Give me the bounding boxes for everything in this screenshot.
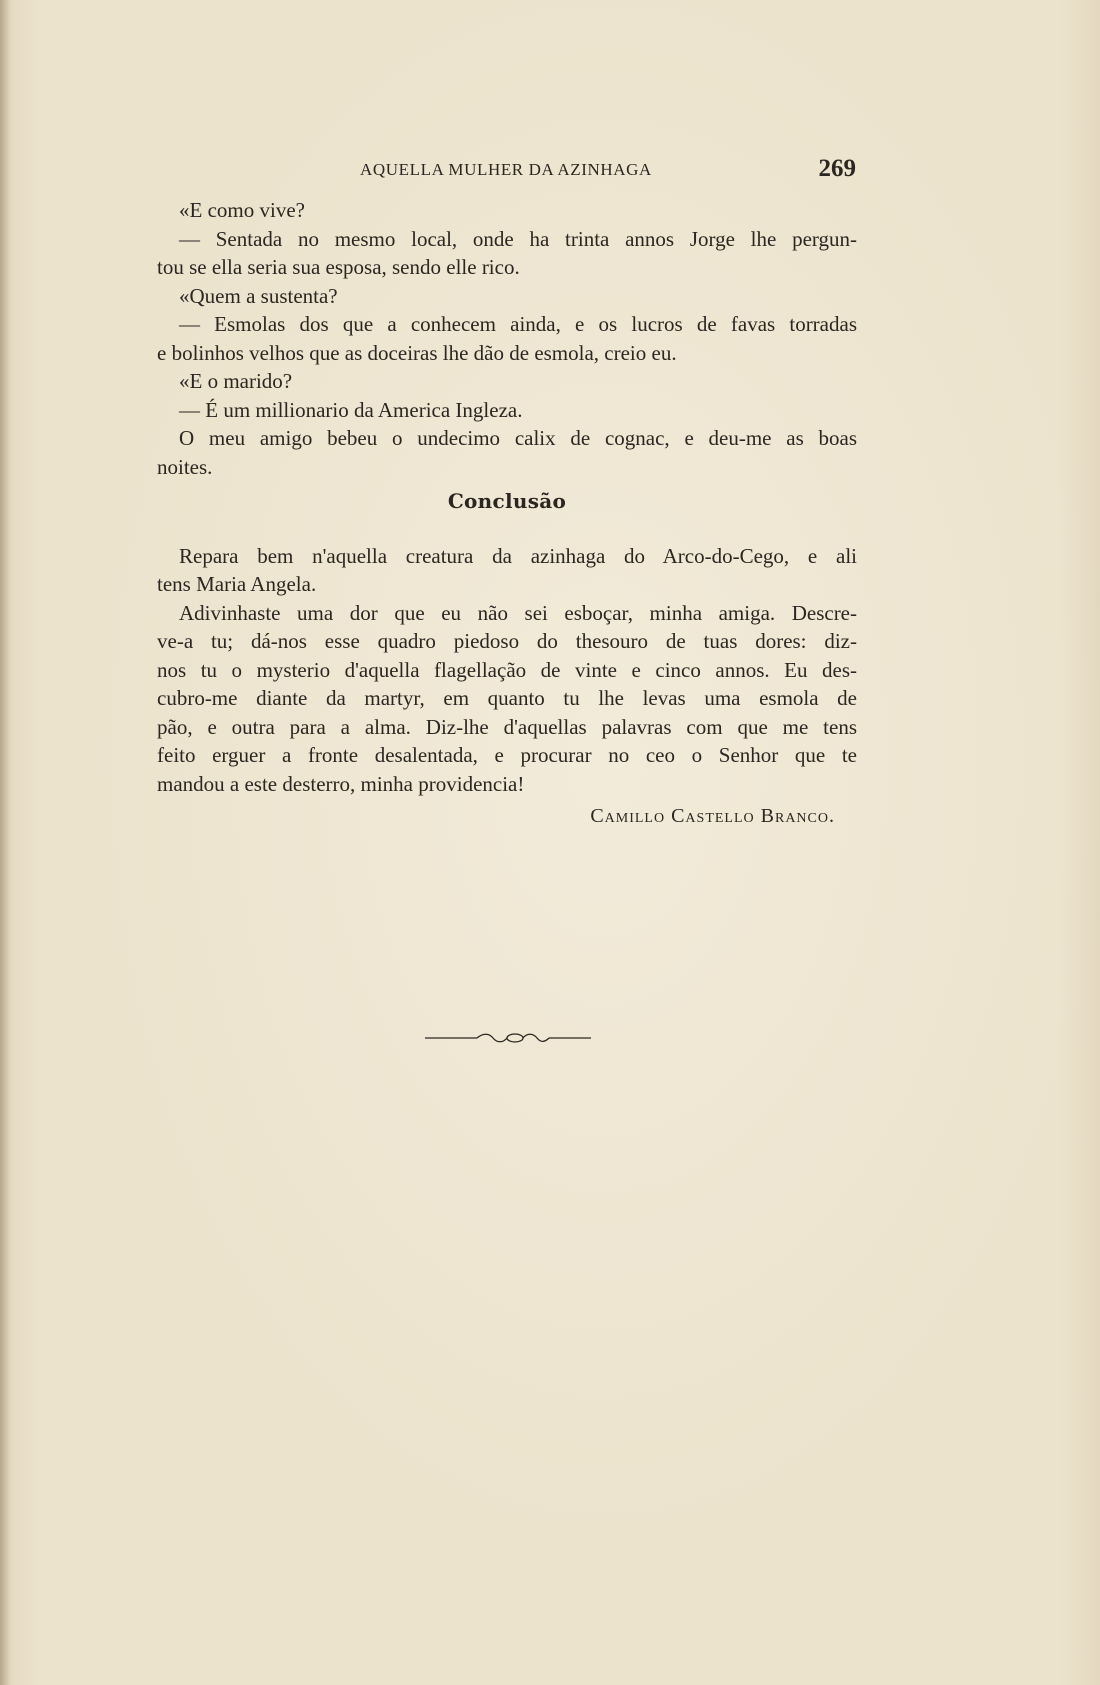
ornament-divider-icon [425, 1030, 591, 1046]
text-line: «E como vive? [179, 198, 305, 222]
text-line: nos tu o mysterio d'aquella flagellação de vinte e cinco annos. Eu des- [157, 657, 857, 682]
page-number: 269 [818, 155, 856, 182]
text-line: tens Maria Angela. [157, 572, 317, 596]
text-line: O meu amigo bebeu o undecimo calix de cognac, e deu-me as boas [179, 426, 857, 450]
running-title: AQUELLA MULHER DA AZINHAGA [360, 160, 652, 179]
text-line: tou se ella seria sua esposa, sendo elle rico. [157, 255, 520, 279]
text-line: Repara bem n'aquella creatura da azinhaga do Arco-do-Cego, e ali [179, 543, 857, 568]
text-line: feito erguer a fronte desalentada, e procurar no ceo o Senhor que te [157, 743, 857, 767]
text-line: — É um millionario da America Ingleza. [179, 397, 523, 422]
text-line: cubro-me diante da martyr, em quanto tu lhe levas uma esmola de [157, 686, 857, 710]
text-line: — Esmolas dos que a conhecem ainda, e os lucros de favas torradas [179, 312, 857, 336]
text-line: «Quem a sustenta? [179, 283, 338, 308]
text-line: ve-a tu; dá-nos esse quadro piedoso do thesouro de tuas dores: diz- [157, 629, 857, 653]
text-line: Adivinhaste uma dor que eu não sei esboçar, minha amiga. Descre- [179, 600, 857, 625]
text-line: «E o marido? [179, 369, 293, 393]
text-line: pão, e outra para a alma. Diz-lhe d'aquellas palavras com que me tens [157, 714, 857, 739]
binding-shadow [0, 0, 10, 1685]
section-heading: Conclusão [447, 489, 567, 513]
text-line: noites. [157, 454, 213, 479]
text-line: e bolinhos velhos que as doceiras lhe dão de esmola, creio eu. [157, 340, 677, 365]
text-line: mandou a este desterro, minha providencia! [157, 771, 525, 796]
page-header [150, 157, 860, 183]
author-signature: Camillo Castello Branco. [590, 805, 835, 827]
body-text [157, 196, 857, 831]
text-line: — Sentada no mesmo local, onde ha trinta annos Jorge lhe pergun- [179, 226, 857, 251]
